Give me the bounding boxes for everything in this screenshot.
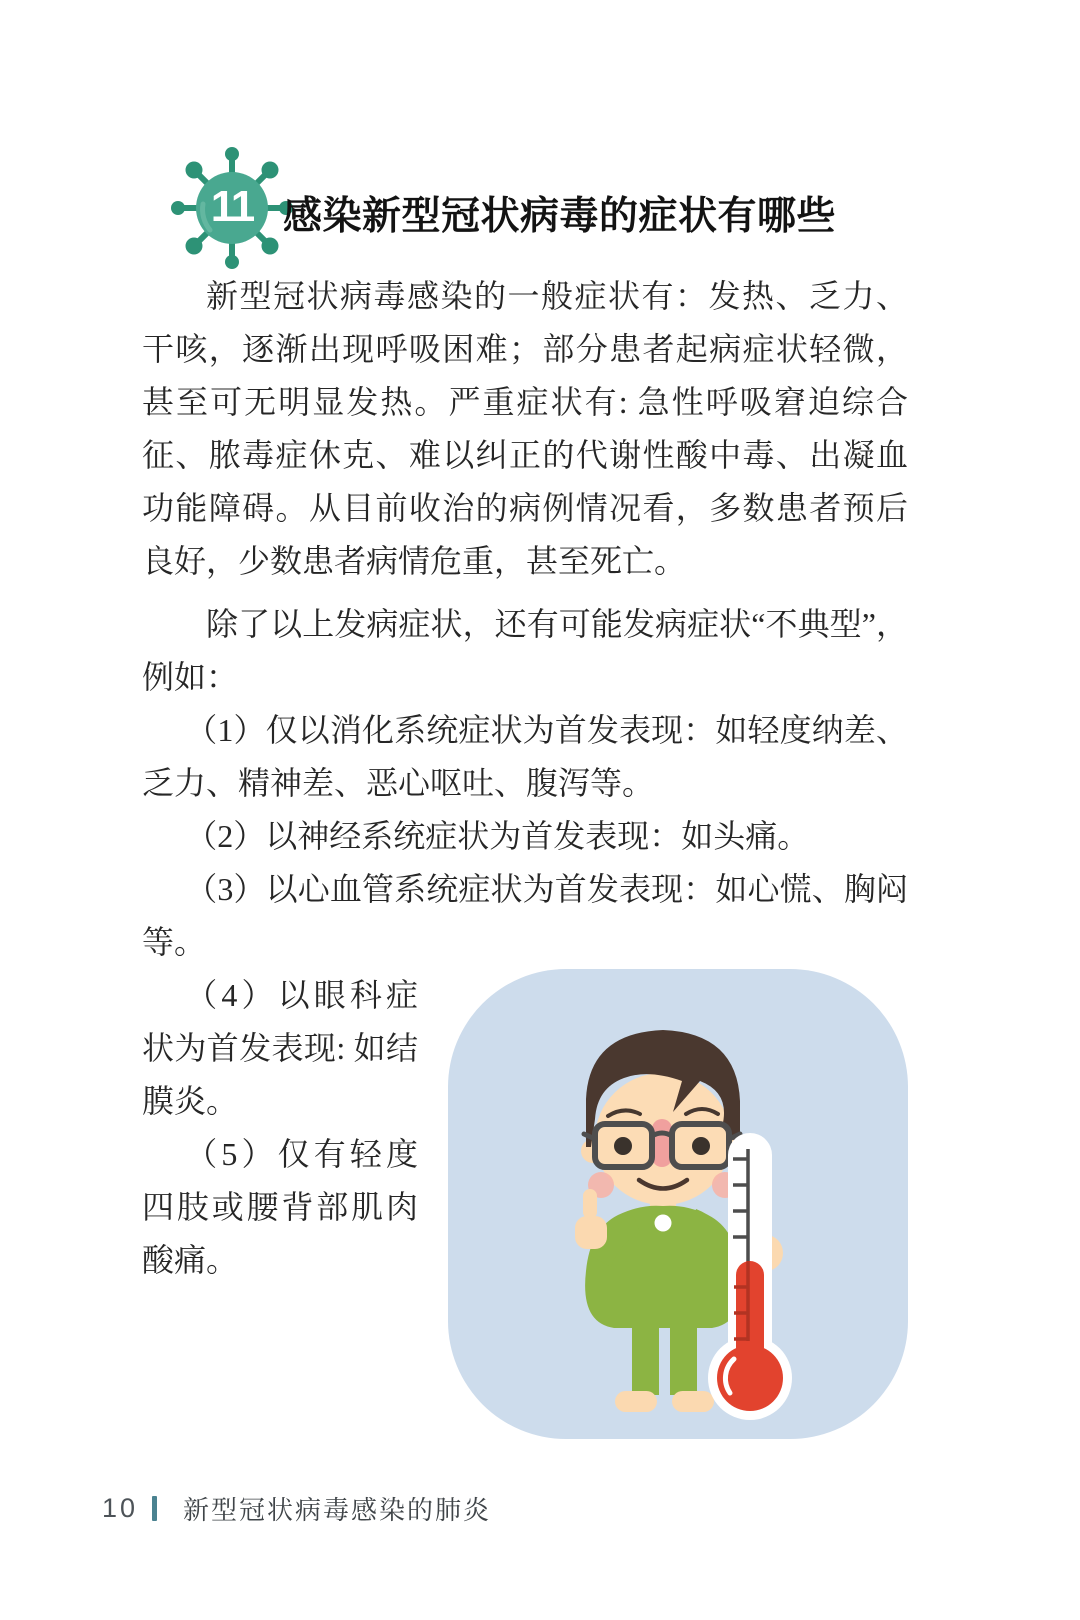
footer-divider [152, 1496, 157, 1521]
list-item-neurological: （2）以神经系统症状为首发表现：如头痛。 [185, 818, 810, 854]
page-number: 10 [102, 1493, 139, 1523]
book-title: 新型冠状病毒感染的肺炎 [183, 1495, 492, 1525]
list-item-muscle-ache: （5）仅有轻度四肢或腰背部肌肉酸痛。 [142, 1136, 418, 1278]
list-item-cardiovascular: （3）以心血管系统症状为首发表现：如心慌、胸闷等。 [142, 871, 908, 960]
paragraph-general-symptoms: 新型冠状病毒感染的一般症状有：发热、乏力、干咳，逐渐出现呼吸困难；部分患者起病症状轻微，甚至可无明显发热。严重症状有: 急性呼吸窘迫综合征、脓毒症休克、难以纠正的代谢性酸中毒、出凝血功能障碍。从目前收治的病例情况看，多数患者预后良好，少数患者病情危重，甚至死亡。 [142, 278, 908, 579]
illustration-svg [448, 969, 908, 1439]
list-item-ophthalmic: （4）以眼科症状为首发表现: 如结膜炎。 [142, 977, 418, 1119]
man-with-thermometer-illustration [448, 969, 908, 1439]
page-footer [102, 1490, 491, 1527]
list-item-digestive: （1）仅以消化系统症状为首发表现：如轻度纳差、乏力、精神差、恶心呕吐、腹泻等。 [142, 712, 908, 801]
paragraph-atypical-intro: 除了以上发病症状，还有可能发病症状“不典型”，例如： [142, 606, 908, 695]
section-number: 11 [210, 182, 254, 231]
section-header [170, 146, 970, 270]
section-title: 感染新型冠状病毒的症状有哪些 [283, 195, 837, 238]
virus-icon [170, 146, 294, 270]
body-text [142, 270, 908, 1439]
